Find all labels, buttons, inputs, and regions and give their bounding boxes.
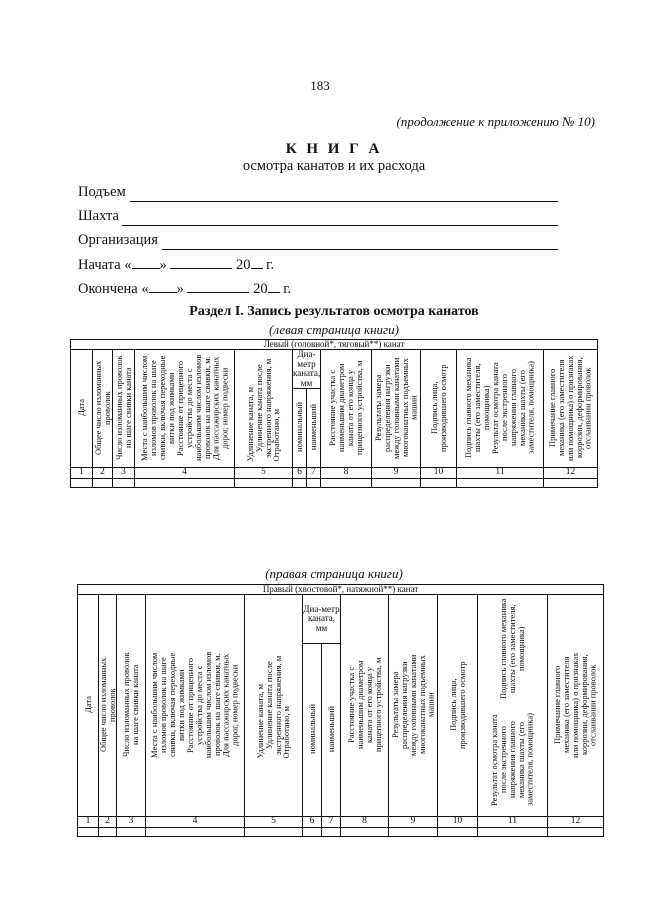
ended-label: Окончена « (78, 281, 149, 297)
ended-year-suffix: г. (283, 281, 292, 297)
col-number: 9 (389, 817, 438, 828)
ended-day-blank (149, 280, 177, 293)
left-page-table (70, 339, 598, 488)
col-diameter-nominal: номинальный (303, 643, 322, 817)
col-diameter: Диа-метр каната, мм (293, 349, 321, 388)
started-year-suffix: г. (266, 257, 275, 273)
col-number: 5 (235, 468, 293, 479)
col-number: 5 (245, 817, 303, 828)
section-title: Раздел I. Запись результатов осмотра канатов (189, 304, 479, 319)
col-number: 11 (457, 468, 544, 479)
col-mechanic-note: Примечание главного механика (его заместителя или помощника) о признаках коррозии, деформирования, отслаивании проволок (548, 595, 604, 817)
col-number: 3 (113, 468, 135, 479)
ended-year-blank (268, 280, 280, 293)
col-break-locations: Места с наибольшим числом изломов проволок на шаге свивки, включая переходные витки под жимкамиРасстояние от прицепного устройства до места с наибольшим числом изломов проволок на шаге свивки, м. Для пассажирских канатных дорог, номер подвески (135, 350, 235, 468)
shaft-label: Шахта (78, 208, 119, 224)
col-elongation: Удлинение каната, мУдлинение каната после экстренного напряжения, мОтработано, м (245, 595, 303, 817)
col-number: 4 (146, 817, 245, 828)
table-row (78, 828, 604, 837)
book-subtitle: осмотра канатов и их расхода (242, 158, 426, 174)
col-mechanic-signature: Подпись главного механика шахты (его заместителя, помощника)Результат осмотра каната после экстренного напряжения главного механика шахты (его заместителя, помощника) (457, 350, 544, 468)
lift-label: Подъем (78, 184, 126, 200)
col-inspector-signature: Подпись лица, производившего осмотр (421, 350, 457, 468)
col-mechanic-signature: Подпись главного механика шахты (его заместителя, помощника)Результат осмотра каната после экстренного напряжения главного механика шахты (его заместителя, помощника) (478, 595, 548, 817)
col-diameter: Диа-метр каната, мм (303, 595, 341, 643)
page-number: 183 (310, 78, 330, 93)
col-number: 6 (303, 817, 322, 828)
col-elongation: Удлинение каната, мУдлинение каната после экстренного напряжения, мОтработано, м (235, 350, 293, 468)
left-page-caption: (левая страница книги) (269, 322, 399, 337)
col-diameter-minimal: наименьший (307, 389, 321, 468)
left-table-header: Левый (головной*, тяговый**) канат (71, 340, 598, 350)
col-number: 2 (93, 468, 113, 479)
started-quote: » (159, 257, 167, 273)
started-year-blank (251, 256, 263, 269)
col-broken-per-lay: Число изломанных проволок на шаге свивки каната (113, 350, 135, 468)
col-number: 8 (341, 817, 389, 828)
ended-month-blank (187, 280, 249, 293)
shaft-line (122, 224, 558, 226)
col-number: 10 (438, 817, 478, 828)
right-page-caption: (правая страница книги) (265, 566, 403, 581)
started-label: Начата « (78, 257, 132, 273)
col-total-broken: Общее число изломанных проволок (99, 595, 117, 817)
col-diameter-minimal: наименьший (322, 643, 341, 817)
ended-year-prefix: 20 (253, 281, 268, 297)
right-page-table (77, 584, 604, 837)
started-year-prefix: 20 (236, 257, 251, 273)
col-date: Дата (78, 595, 99, 817)
col-number: 8 (321, 468, 372, 479)
col-number: 10 (421, 468, 457, 479)
col-number: 7 (322, 817, 341, 828)
started-line (78, 256, 274, 274)
ended-quote: » (176, 281, 184, 297)
col-broken-per-lay: Число изломанных проволок на шаге свивки каната (117, 595, 146, 817)
organization-label: Организация (78, 232, 158, 248)
col-date: Дата (71, 350, 93, 468)
col-number: 6 (293, 468, 307, 479)
right-table-header: Правый (хвостовой*, натяжной**) канат (78, 585, 604, 595)
started-month-blank (170, 256, 232, 269)
col-min-diameter-distance: Расстояние участка с наименьшим диаметром каната от его конца у прицепного устройства, м (321, 350, 372, 468)
col-total-broken: Общее число изломанных проволок (93, 350, 113, 468)
col-number: 3 (117, 817, 146, 828)
col-number: 2 (99, 817, 117, 828)
col-break-locations: Места с наибольшим числом изломов проволок на шаге свивки, включая переходные витки под жимкамиРасстояние от прицепного устройства до места с наибольшим числом изломов проволок на шаге свивки, м. Для пассажирских канатных дорог, номер подвески (146, 595, 245, 817)
book-title: К Н И Г А (285, 141, 383, 157)
col-load-distribution: Результаты замера распределения нагрузки между головными канатами многоканатных подъемных машин (372, 350, 421, 468)
table-row (71, 479, 598, 488)
col-min-diameter-distance: Расстояние участка с наименьшим диаметром каната от его конца у прицепного устройства, м (341, 595, 389, 817)
col-number: 1 (71, 468, 93, 479)
col-mechanic-note: Примечание главного механика (его заместителя или помощника) о признаках коррозии, деформирования, отслаивании проволок (544, 350, 598, 468)
col-number: 9 (372, 468, 421, 479)
col-number: 7 (307, 468, 321, 479)
organization-line (162, 248, 558, 250)
lift-line (130, 200, 558, 202)
started-day-blank (132, 256, 160, 269)
col-number: 4 (135, 468, 235, 479)
continuation-note: (продолжение к приложению № 10) (396, 114, 595, 129)
col-number: 12 (544, 468, 598, 479)
col-number: 11 (478, 817, 548, 828)
col-diameter-nominal: номинальный (293, 389, 307, 468)
col-number: 12 (548, 817, 604, 828)
col-inspector-signature: Подпись лица, производившего осмотр (438, 595, 478, 817)
col-number: 1 (78, 817, 99, 828)
ended-line (78, 280, 291, 298)
col-load-distribution: Результаты замера распределения нагрузки между головными канатами многоканатных подъемных машин (389, 595, 438, 817)
